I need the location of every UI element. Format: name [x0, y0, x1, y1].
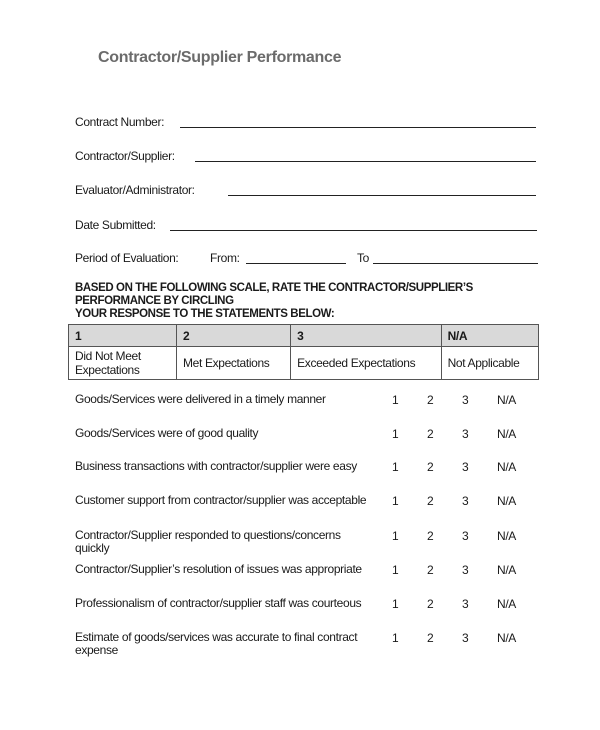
rating-option-1[interactable]: 1	[392, 427, 399, 441]
statement-text: Contractor/Supplier’s resolution of issues was appropriate	[75, 562, 362, 576]
rating-option-na[interactable]: N/A	[497, 631, 516, 645]
statement-text: Business transactions with contractor/supplier were easy	[75, 459, 357, 473]
statement-row	[75, 631, 540, 659]
rating-option-3[interactable]: 3	[462, 597, 469, 611]
statement-text: Goods/Services were of good quality	[75, 426, 259, 440]
instructions	[75, 282, 540, 321]
statement-row	[75, 393, 540, 421]
rating-option-1[interactable]: 1	[392, 631, 399, 645]
from-label: From:	[210, 251, 240, 265]
rating-option-1[interactable]: 1	[392, 393, 399, 407]
rating-option-na[interactable]: N/A	[497, 563, 516, 577]
rating-option-2[interactable]: 2	[427, 631, 434, 645]
scale-desc: Not Applicable	[441, 347, 538, 380]
statement-text: Professionalism of contractor/supplier staff was courteous	[75, 596, 362, 610]
rating-option-2[interactable]: 2	[427, 460, 434, 474]
statement-row	[75, 529, 540, 557]
rating-option-na[interactable]: N/A	[497, 393, 516, 407]
contract-number-field[interactable]	[180, 127, 536, 128]
rating-option-na[interactable]: N/A	[497, 427, 516, 441]
rating-option-2[interactable]: 2	[427, 427, 434, 441]
rating-option-na[interactable]: N/A	[497, 460, 516, 474]
date-submitted-label: Date Submitted:	[75, 218, 156, 232]
statement-text: Customer support from contractor/supplier was acceptable	[75, 493, 367, 507]
page-title: Contractor/Supplier Performance	[98, 49, 342, 66]
contractor-supplier-label: Contractor/Supplier:	[75, 149, 175, 163]
rating-option-3[interactable]: 3	[462, 529, 469, 543]
rating-option-na[interactable]: N/A	[497, 494, 516, 508]
to-field[interactable]	[373, 263, 538, 264]
statement-row	[75, 494, 540, 522]
scale-desc: Met Expectations	[177, 347, 291, 380]
scale-desc: Exceeded Expectations	[291, 347, 441, 380]
rating-option-1[interactable]: 1	[392, 597, 399, 611]
rating-option-2[interactable]: 2	[427, 563, 434, 577]
statement-row	[75, 427, 540, 455]
rating-option-2[interactable]: 2	[427, 393, 434, 407]
rating-option-1[interactable]: 1	[392, 529, 399, 543]
statement-row	[75, 597, 540, 625]
rating-option-1[interactable]: 1	[392, 494, 399, 508]
rating-option-3[interactable]: 3	[462, 393, 469, 407]
statement-row	[75, 460, 540, 488]
scale-value: 1	[69, 325, 177, 347]
statement-text: Estimate of goods/services was accurate to final contract expense	[75, 630, 358, 657]
statement-row	[75, 563, 540, 591]
rating-option-1[interactable]: 1	[392, 563, 399, 577]
rating-option-2[interactable]: 2	[427, 529, 434, 543]
contractor-supplier-field[interactable]	[195, 161, 536, 162]
rating-option-na[interactable]: N/A	[497, 529, 516, 543]
instructions-line-2: YOUR RESPONSE TO THE STATEMENTS BELOW:	[75, 308, 335, 320]
evaluator-field[interactable]	[228, 195, 536, 196]
date-submitted-field[interactable]	[170, 230, 537, 231]
contract-number-label: Contract Number:	[75, 115, 165, 129]
rating-option-1[interactable]: 1	[392, 460, 399, 474]
statement-text: Contractor/Supplier responded to questions/concerns quickly	[75, 528, 341, 555]
evaluator-label: Evaluator/Administrator:	[75, 183, 195, 197]
rating-option-3[interactable]: 3	[462, 631, 469, 645]
rating-option-3[interactable]: 3	[462, 427, 469, 441]
to-label: To	[357, 251, 369, 265]
rating-option-3[interactable]: 3	[462, 494, 469, 508]
rating-option-na[interactable]: N/A	[497, 597, 516, 611]
scale-value: 2	[177, 325, 291, 347]
from-field[interactable]	[246, 263, 346, 264]
scale-desc: Did Not Meet Expectations	[69, 347, 177, 380]
rating-option-2[interactable]: 2	[427, 494, 434, 508]
scale-value: N/A	[441, 325, 538, 347]
rating-option-3[interactable]: 3	[462, 460, 469, 474]
rating-option-3[interactable]: 3	[462, 563, 469, 577]
statement-text: Goods/Services were delivered in a timely manner	[75, 392, 326, 406]
rating-option-2[interactable]: 2	[427, 597, 434, 611]
instructions-line-1: BASED ON THE FOLLOWING SCALE, RATE THE CONTRACTOR/SUPPLIER’S PERFORMANCE BY CIRCLING	[75, 282, 473, 307]
scale-value: 3	[291, 325, 441, 347]
rating-scale-table	[68, 324, 539, 380]
period-label: Period of Evaluation:	[75, 251, 179, 265]
